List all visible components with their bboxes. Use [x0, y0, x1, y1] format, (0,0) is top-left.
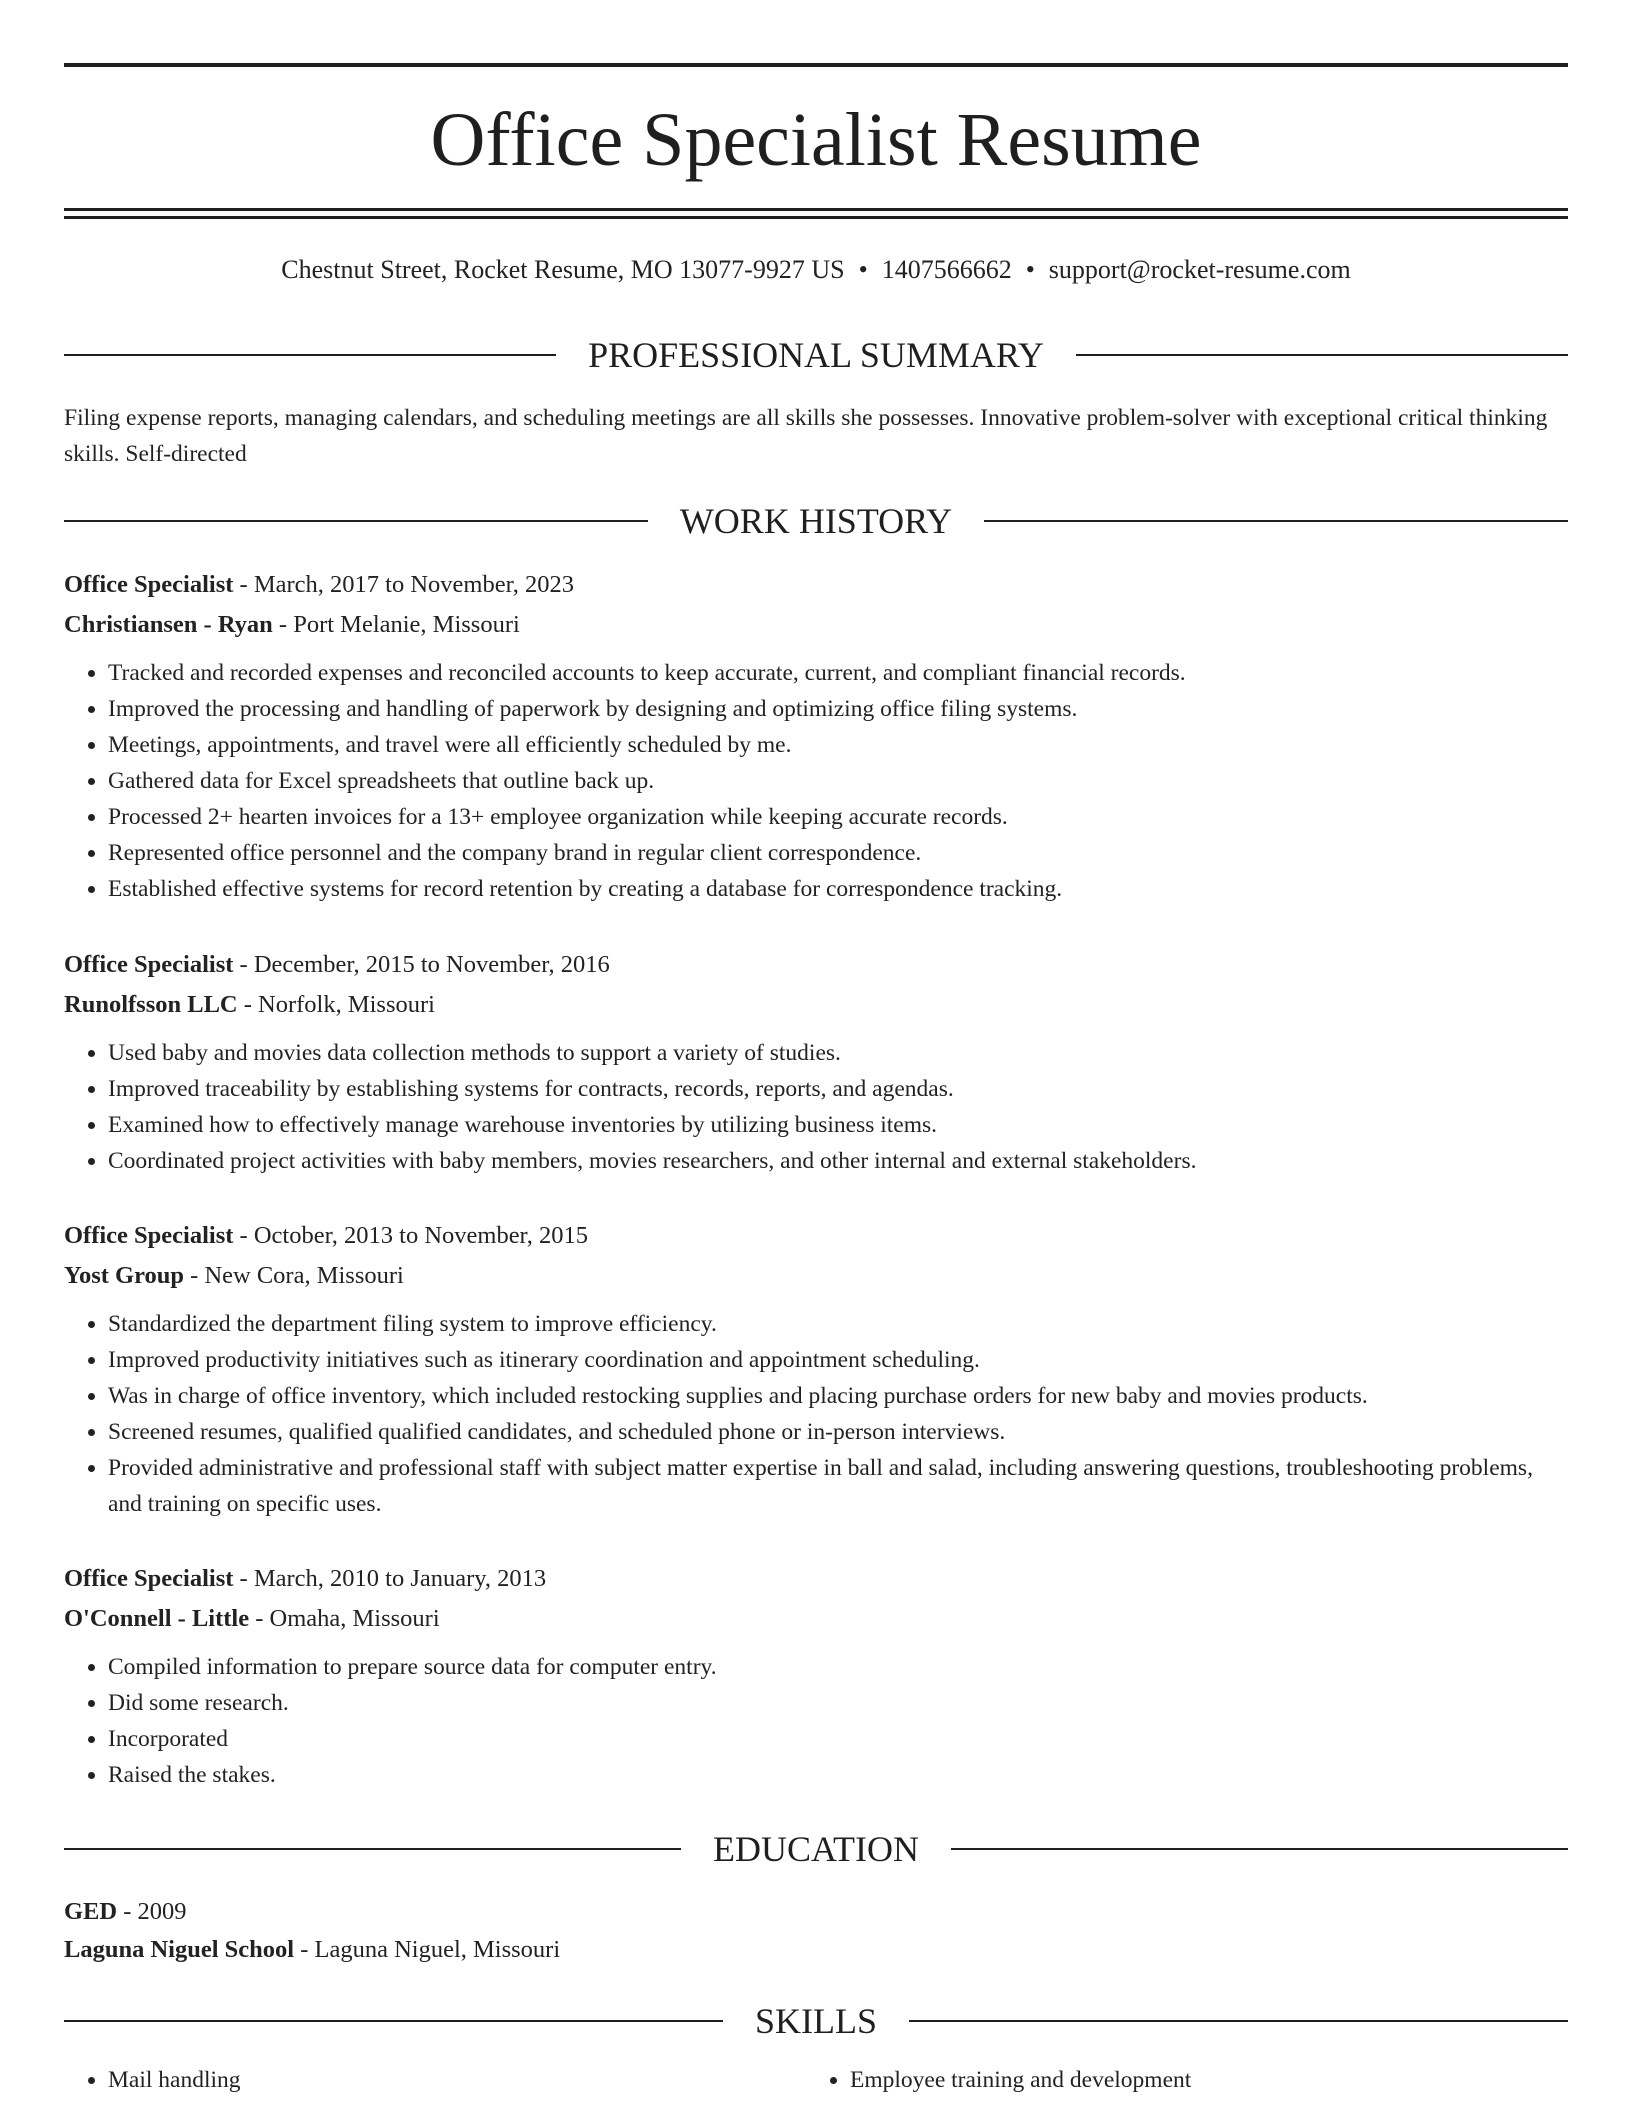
contact-email: support@rocket-resume.com [1048, 255, 1351, 284]
job-location: - Omaha, Missouri [249, 1605, 440, 1632]
heading-rule-left [64, 1848, 681, 1850]
list-item: • Provided administrative and professional staff with subject matter expertise in ball and salad, including answering questions, troubleshooting problems, and training on specific uses. [108, 1450, 1568, 1522]
job-dates: - December, 2015 to November, 2016 [233, 951, 610, 978]
section-heading-summary [64, 333, 1568, 377]
list-item: • Processed 2+ hearten invoices for a 13+ employee organization while keeping accurate records. [108, 799, 1568, 835]
job-title-line [64, 565, 1568, 605]
job-bullets [64, 1306, 1568, 1522]
heading-rule-right [984, 520, 1568, 522]
contact-phone: 1407566662 [881, 255, 1012, 284]
education-school: Laguna Niguel School [64, 1936, 295, 1963]
title-underline-rule-second [64, 216, 1568, 219]
list-item: • Employee training and development [850, 2062, 1548, 2098]
education-degree: GED [64, 1898, 118, 1925]
job-entry [64, 945, 1568, 1179]
skills-column-right [806, 2062, 1548, 2098]
job-company-line [64, 1256, 1568, 1296]
job-title-line [64, 1559, 1568, 1599]
contact-separator: • [1025, 255, 1035, 284]
section-title: SKILLS [755, 2001, 878, 2041]
list-item: • Improved the processing and handling of paperwork by designing and optimizing office filing systems. [108, 691, 1568, 727]
list-item: • Used baby and movies data collection methods to support a variety of studies. [108, 1035, 1568, 1071]
summary-text: Filing expense reports, managing calendars, and scheduling meetings are all skills she possesses. Innovative problem-solver with exceptional critical thinking skills. Self-directed [64, 405, 1548, 467]
list-item: • Examined how to effectively manage warehouse inventories by utilizing business items. [108, 1107, 1568, 1143]
section-heading-work-history [64, 499, 1568, 543]
list-item: • Improved productivity initiatives such as itinerary coordination and appointment scheduling. [108, 1342, 1568, 1378]
job-company: O'Connell - Little [64, 1605, 250, 1632]
education-degree-line [64, 1893, 1568, 1931]
section-title: PROFESSIONAL SUMMARY [588, 335, 1044, 375]
job-entry [64, 565, 1568, 907]
job-company-line [64, 605, 1568, 645]
heading-rule-right [909, 2020, 1568, 2022]
heading-rule-right [1076, 354, 1568, 356]
job-company: Christiansen - Ryan [64, 611, 273, 638]
page-title: Office Specialist Resume [430, 98, 1202, 182]
job-location: - Norfolk, Missouri [237, 991, 435, 1018]
heading-rule-left [64, 2020, 723, 2022]
top-rule [64, 63, 1568, 67]
job-company-line [64, 985, 1568, 1025]
list-item: • Coordinated project activities with baby members, movies researchers, and other internal and external stakeholders. [108, 1143, 1568, 1179]
education-year: - 2009 [117, 1898, 187, 1925]
list-item: • Screened resumes, qualified qualified candidates, and scheduled phone or in-person interviews. [108, 1414, 1568, 1450]
list-item: • Improved traceability by establishing systems for contracts, records, reports, and agendas. [108, 1071, 1568, 1107]
title-underline-rule [64, 208, 1568, 211]
section-heading-skills [64, 1999, 1568, 2043]
job-entry [64, 1216, 1568, 1522]
heading-rule-right [951, 1848, 1568, 1850]
job-title-line [64, 1216, 1568, 1256]
list-item: • Tracked and recorded expenses and reconciled accounts to keep accurate, current, and compliant financial records. [108, 655, 1568, 691]
education-entry [64, 1893, 1568, 1969]
list-item: • Raised the stakes. [108, 1757, 1568, 1793]
job-title: Office Specialist [64, 571, 234, 598]
job-bullets [64, 655, 1568, 907]
job-company: Runolfsson LLC [64, 991, 238, 1018]
contact-address: Chestnut Street, Rocket Resume, MO 13077-9927 US [281, 255, 845, 284]
list-item: • Mail handling [108, 2062, 806, 2098]
list-item: • Incorporated [108, 1721, 1568, 1757]
job-entry [64, 1559, 1568, 1793]
contact-separator: • [858, 255, 868, 284]
job-location: - New Cora, Missouri [184, 1262, 404, 1289]
job-bullets [64, 1649, 1568, 1793]
list-item: • Compiled information to prepare source data for computer entry. [108, 1649, 1568, 1685]
job-dates: - March, 2010 to January, 2013 [233, 1565, 547, 1592]
list-item: • Did some research. [108, 1685, 1568, 1721]
list-item: • Established effective systems for record retention by creating a database for correspondence tracking. [108, 871, 1568, 907]
section-heading-education [64, 1827, 1568, 1871]
skills-list [64, 2062, 1568, 2098]
heading-rule-left [64, 354, 556, 356]
education-location: - Laguna Niguel, Missouri [294, 1936, 561, 1963]
section-title: WORK HISTORY [679, 501, 953, 541]
job-company-line [64, 1599, 1568, 1639]
education-school-line [64, 1931, 1568, 1969]
list-item: • Gathered data for Excel spreadsheets that outline back up. [108, 763, 1568, 799]
skills-column-left [64, 2062, 806, 2098]
list-item: • Was in charge of office inventory, which included restocking supplies and placing purchase orders for new baby and movies products. [108, 1378, 1568, 1414]
job-title: Office Specialist [64, 951, 234, 978]
job-title: Office Specialist [64, 1222, 234, 1249]
job-company: Yost Group [64, 1262, 185, 1289]
list-item: • Meetings, appointments, and travel were all efficiently scheduled by me. [108, 727, 1568, 763]
list-item: • Represented office personnel and the company brand in regular client correspondence. [108, 835, 1568, 871]
job-dates: - October, 2013 to November, 2015 [233, 1222, 588, 1249]
job-dates: - March, 2017 to November, 2023 [233, 571, 575, 598]
job-title: Office Specialist [64, 1565, 234, 1592]
job-bullets [64, 1035, 1568, 1179]
heading-rule-left [64, 520, 648, 522]
contact-line [64, 252, 1568, 288]
job-location: - Port Melanie, Missouri [272, 611, 520, 638]
section-title: EDUCATION [713, 1829, 919, 1869]
list-item: • Standardized the department filing system to improve efficiency. [108, 1306, 1568, 1342]
job-title-line [64, 945, 1568, 985]
